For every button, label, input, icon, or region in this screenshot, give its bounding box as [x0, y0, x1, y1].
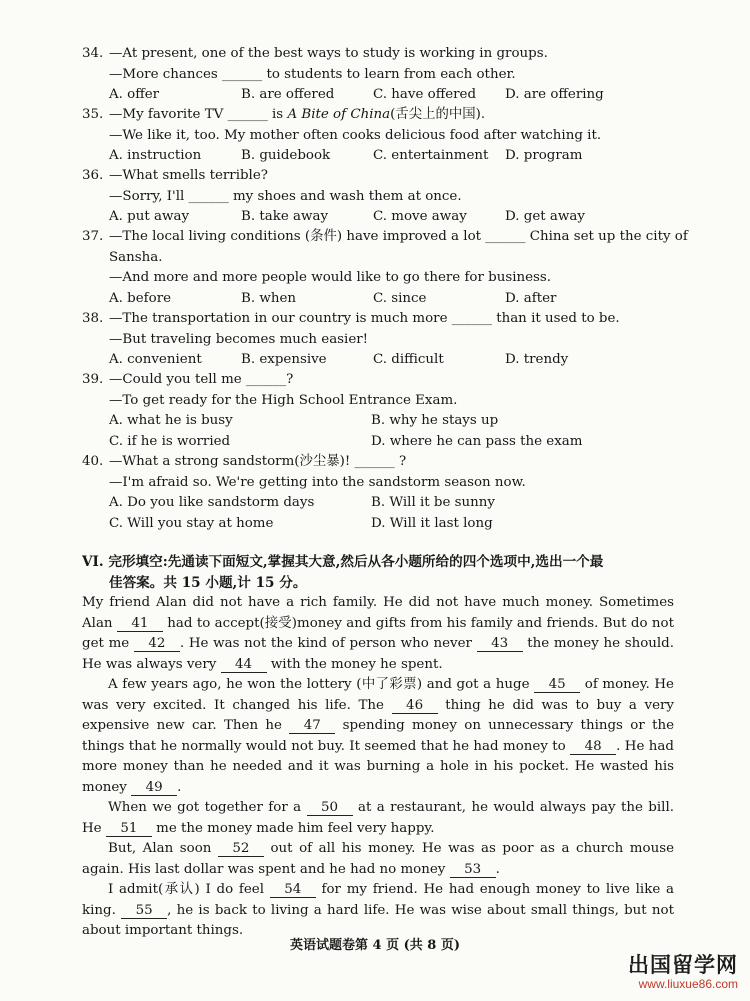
question-text: —Could you tell me ______?	[109, 372, 294, 387]
watermark-name: 出国留学网	[628, 953, 738, 977]
question-text: —To get ready for the High School Entrance Exam.	[109, 392, 458, 408]
option-c: C. Will you stay at home	[109, 515, 274, 531]
blank-43: 43	[477, 636, 523, 652]
blank-53: 53	[450, 862, 496, 878]
passage-text: thing he did was to buy a very expensive new car. Then he	[82, 697, 674, 733]
passage-text: at a restaurant, he would always pay the bill. He	[82, 800, 674, 836]
options	[82, 289, 674, 310]
passage-text: of money. He was very excited. It changed his life. The	[82, 677, 674, 713]
option-b: B. expensive	[241, 352, 327, 367]
question-text: —The local living conditions (条件) have improved a lot ______ China set up the city of	[109, 229, 688, 244]
section-heading-line: 佳答案。共 15 小题,计 15 分。	[109, 575, 307, 591]
blank-47: 47	[289, 718, 335, 734]
blank-52: 52	[218, 841, 264, 857]
passage-paragraph	[82, 675, 674, 798]
option-c: C. entertainment	[373, 148, 489, 163]
option-a: A. instruction	[109, 148, 202, 163]
blank-44: 44	[221, 657, 267, 673]
question-37	[82, 227, 688, 309]
option-d: D. where he can pass the exam	[371, 433, 583, 449]
option-d: D. are offering	[505, 87, 604, 102]
option-b: B. take away	[241, 209, 329, 224]
options	[82, 432, 674, 453]
option-a: A. Do you like sandstorm days	[109, 495, 315, 510]
option-d: D. get away	[505, 209, 585, 224]
option-b: B. when	[241, 290, 296, 306]
passage-text: I admit(承认) I do feel	[108, 882, 270, 897]
passage-text: for my friend. He had enough money to live like a king.	[82, 882, 674, 918]
option-a: A. convenient	[109, 352, 202, 367]
passage-text: with the money he spent.	[266, 656, 443, 672]
blank-41: 41	[117, 616, 163, 632]
passage-paragraph	[82, 593, 674, 675]
options	[82, 411, 674, 432]
passage-text: , he is back to living a hard life. He was wise about small things, but not about important things.	[82, 902, 674, 938]
passage-paragraph	[82, 880, 674, 942]
blank-48: 48	[570, 739, 616, 755]
blank-46: 46	[392, 698, 438, 714]
question-text: (舌尖上的中国).	[390, 107, 486, 122]
passage-paragraph	[82, 798, 674, 839]
question-38	[82, 309, 674, 371]
question-34	[82, 44, 674, 106]
blank-42: 42	[134, 636, 180, 652]
question-text: —And more and more people would like to go there for business.	[109, 270, 552, 285]
option-a: A. what he is busy	[109, 413, 233, 428]
options	[82, 207, 674, 228]
option-c: C. move away	[373, 209, 467, 224]
passage-text: out of all his money. He was as poor as a church mouse again. His last dollar was spent and he had no money	[82, 841, 674, 877]
passage-text: . He had more money than he needed and it was burning a hole in his pocket. He wasted his money	[82, 738, 674, 795]
question-text: —I'm afraid so. We're getting into the sandstorm season now.	[109, 474, 526, 490]
watermark[interactable]	[628, 949, 738, 991]
blank-55: 55	[121, 903, 167, 919]
question-36	[82, 166, 674, 228]
option-a: A. put away	[109, 209, 190, 224]
question-35	[82, 105, 674, 167]
blank-54: 54	[270, 882, 316, 898]
option-d: D. program	[505, 148, 583, 163]
passage-text: . He was not the kind of person who never	[179, 636, 477, 651]
question-text: —But traveling becomes much easier!	[109, 331, 369, 347]
passage-text: the money he should. He was always very	[82, 636, 675, 672]
question-number: 38.	[82, 311, 104, 326]
option-c: C. have offered	[373, 87, 477, 102]
passage-text: had to accept(接受)money and gifts from his family and friends. But do not get me	[82, 615, 674, 651]
options	[82, 493, 674, 514]
option-c: C. since	[373, 290, 427, 306]
blank-49: 49	[131, 780, 177, 796]
passage-paragraph	[82, 839, 674, 880]
option-c: C. if he is worried	[109, 433, 231, 449]
option-d: D. Will it last long	[371, 515, 493, 531]
option-b: B. guidebook	[241, 148, 331, 163]
option-c: C. difficult	[373, 352, 444, 367]
option-d: D. trendy	[505, 352, 569, 367]
option-a: A. before	[109, 290, 172, 306]
passage-text: .	[495, 861, 500, 877]
question-text: —My favorite TV ______ is	[109, 107, 288, 122]
question-text: —What smells terrible?	[109, 168, 268, 183]
question-text: —What a strong sandstorm(沙尘暴)! ______ ?	[109, 454, 407, 469]
blank-50: 50	[307, 800, 353, 816]
page-footer: 英语试题卷第 4 页 (共 8 页)	[289, 938, 461, 953]
question-text: —The transportation in our country is much more ______ than it used to be.	[109, 311, 620, 326]
question-39	[82, 370, 674, 452]
watermark-url[interactable]: www.liuxue86.com	[638, 977, 738, 991]
question-number: 40.	[82, 454, 104, 469]
passage-text: A few years ago, he won the lottery (中了彩票) and got a huge	[108, 677, 535, 692]
option-b: B. why he stays up	[371, 413, 499, 428]
passage-text: spending money on unnecessary things or the things that he normally would not buy. It seemed that he had money to	[82, 718, 675, 754]
question-text: —More chances ______ to students to learn from each other.	[109, 66, 516, 82]
question-40	[82, 452, 674, 534]
question-number: 35.	[82, 107, 104, 122]
question-number: 36.	[82, 168, 104, 183]
cloze-passage	[82, 593, 674, 942]
passage-text: When we got together for a	[108, 800, 307, 815]
options	[82, 146, 674, 167]
passage-text: My friend Alan did not have a rich family. He did not have much money. Sometimes Alan	[82, 595, 674, 631]
show-title: A Bite of China	[287, 107, 391, 122]
question-text: —Sorry, I'll ______ my shoes and wash them at once.	[109, 188, 462, 204]
section-heading	[82, 552, 674, 594]
blank-45: 45	[534, 677, 580, 693]
option-b: B. Will it be sunny	[371, 495, 495, 510]
passage-text: .	[177, 779, 182, 795]
options	[82, 350, 674, 371]
option-a: A. offer	[109, 87, 160, 102]
question-text: —At present, one of the best ways to study is working in groups.	[109, 46, 548, 61]
question-number: 37.	[82, 229, 104, 244]
blank-51: 51	[106, 821, 152, 837]
passage-text: But, Alan soon	[108, 841, 218, 856]
option-d: D. after	[505, 290, 557, 306]
option-b: B. are offered	[241, 87, 335, 102]
question-text: Sansha.	[109, 249, 163, 265]
section-heading-line: VI. 完形填空:先通读下面短文,掌握其大意,然后从各小题所给的四个选项中,选出一个最	[82, 554, 604, 570]
question-text: —We like it, too. My mother often cooks delicious food after watching it.	[109, 127, 602, 143]
options	[82, 514, 674, 535]
question-number: 39.	[82, 372, 104, 387]
question-number: 34.	[82, 46, 104, 61]
passage-text: me the money made him feel very happy.	[151, 820, 435, 836]
options	[82, 85, 674, 106]
